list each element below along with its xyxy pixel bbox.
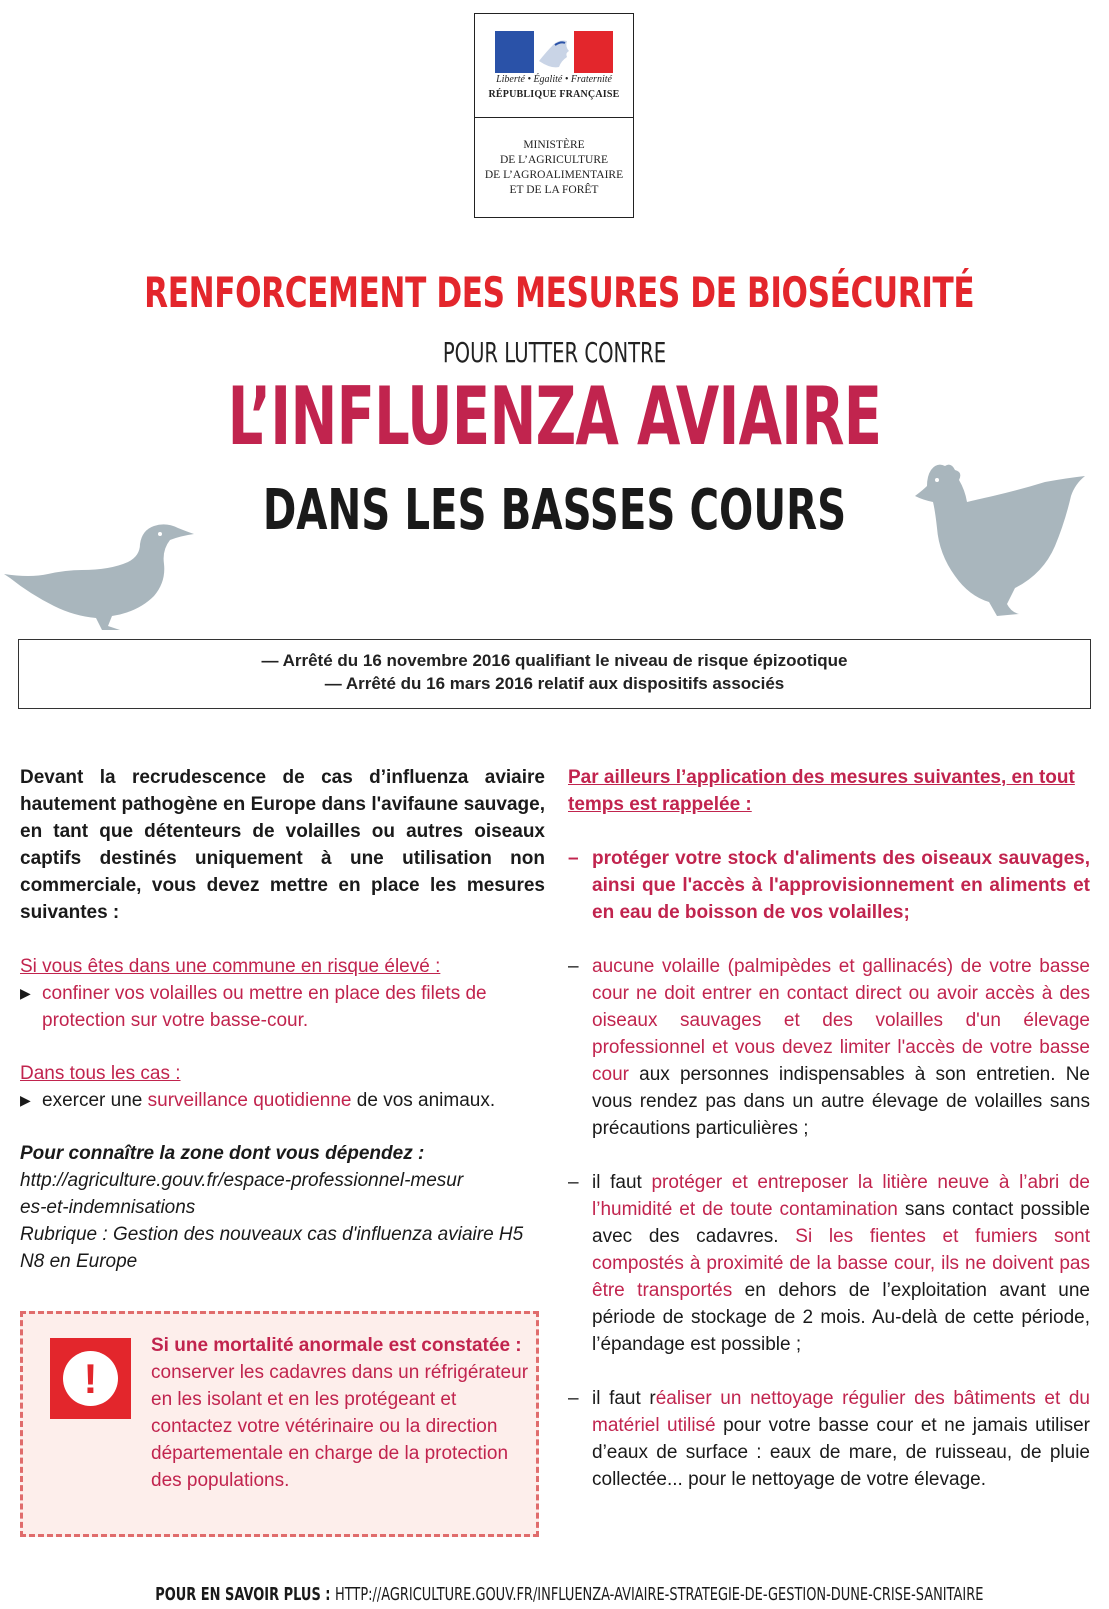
zone-heading: Pour connaître la zone dont vous dépendez : (20, 1143, 425, 1164)
title-line-2: POUR LUTTER CONTRE (442, 336, 667, 369)
footer-more-info: POUR EN SAVOIR PLUS : HTTP://AGRICULTURE.GOUV.FR/INFLUENZA-AVIAIRE-STRATEGIE-DE-GESTION-DUNE-CRISE-SANITAIRE (155, 1584, 984, 1605)
triangle-bullet-icon: ▶ (20, 985, 31, 1001)
hen-icon (915, 462, 1085, 637)
intro-paragraph: Devant la recrudescence de cas d’influenza aviaire hautement pathogène en Europe dans l'avifaune sauvage, en tant que détenteurs de volailles ou autres oiseaux captifs destinés uniquement à une utilisation non commerciale, vous devez mettre en place les mesures suivantes : (20, 767, 545, 923)
left-column (20, 764, 545, 1275)
arrete-line: — Arrêté du 16 novembre 2016 qualifiant le niveau de risque épizootique (261, 651, 848, 670)
alert-text: Si une mortalité anormale est constatée : conserver les cadavres dans un réfrigérateur en les isolant et en les protégeant et contactez votre vétérinaire ou la direction départementale en charge de la protection des populations. (151, 1335, 529, 1491)
footer-link[interactable]: HTTP://AGRICULTURE.GOUV.FR/INFLUENZA-AVIAIRE-STRATEGIE-DE-GESTION-DUNE-CRISE-SANITAIRE (334, 1584, 984, 1605)
republic-name: RÉPUBLIQUE FRANÇAISE (488, 89, 620, 100)
measure-item: – aucune volaille (palmipèdes et gallinacés) de votre basse cour ne doit entrer en contact direct ou avoir accès à des oiseaux sauvages et des volailles d'un élevage professionnel et vous devez limiter l'accès de votre basse cour aux personnes indispensables à son entretien. Ne vous rendez pas dans un autre élevage de volailles sans précautions particulières ; (568, 956, 1090, 1139)
measure-item: – il faut réaliser un nettoyage régulier des bâtiments et du matériel utilisé pour votre basse cour et ne jamais utiliser d’eaux de surface : eaux de mare, de ruisseau, de pluie collectée... pour le nettoyage de votre élevage. (568, 1388, 1091, 1490)
zone-link[interactable]: http://agriculture.gouv.fr/espace-professionnel-mesures-et-indemnisations (20, 1170, 464, 1218)
ministry-name: MINISTÈRE DE L’AGRICULTURE DE L’AGROALIMENTAIRE ET DE LA FORÊT (484, 139, 624, 196)
title-line-1: RENFORCEMENT DES MESURES DE BIOSÉCURITÉ (144, 268, 975, 317)
measure-item: – il faut protéger et entreposer la litière neuve à l’abri de l’humidité et de toute contamination sans contact possible avec des cadavres. Si les fientes et fumiers sont compostés à proximité de la basse cour, ils ne doivent pas être transportés en dehors de l’exploitation avant une période de stockage de 2 mois. Au-delà de cette période, l’épandage est possible ; (568, 1172, 1090, 1355)
title-line-4: DANS LES BASSES COURS (262, 478, 847, 543)
measure-item: – protéger votre stock d'aliments des oiseaux sauvages, ainsi que l'accès à l'approvisionnement en aliments et en eau de boisson de vos volailles; (568, 848, 1090, 923)
mortality-alert-box (20, 1311, 539, 1537)
zone-rubrique: Rubrique : Gestion des nouveaux cas d'influenza aviaire H5 N8 en Europe (20, 1224, 524, 1272)
all-cases-item: ▶ exercer une surveillance quotidienne de vos animaux. (20, 1087, 545, 1114)
all-cases-heading: Dans tous les cas : (20, 1063, 181, 1084)
marianne-block (475, 14, 633, 118)
triangle-bullet-icon: ▶ (20, 1092, 31, 1108)
high-risk-heading: Si vous êtes dans une commune en risque élevé : (20, 956, 441, 977)
government-logo (474, 13, 634, 218)
arrete-line: — Arrêté du 16 mars 2016 relatif aux dispositifs associés (324, 674, 785, 693)
warning-icon: ! (50, 1338, 131, 1419)
title-line-3: L’INFLUENZA AVIAIRE (227, 370, 882, 463)
arretes-box (18, 639, 1091, 709)
duck-icon (4, 498, 194, 638)
marianne-flag-icon (495, 31, 613, 73)
right-column (568, 764, 1090, 1493)
reminder-heading: Par ailleurs l’application des mesures suivantes, en tout temps est rappelée : (568, 767, 1075, 815)
motto: Liberté • Égalité • Fraternité (496, 74, 612, 85)
high-risk-item: ▶ confiner vos volailles ou mettre en place des filets de protection sur votre basse-cour. (20, 980, 545, 1034)
